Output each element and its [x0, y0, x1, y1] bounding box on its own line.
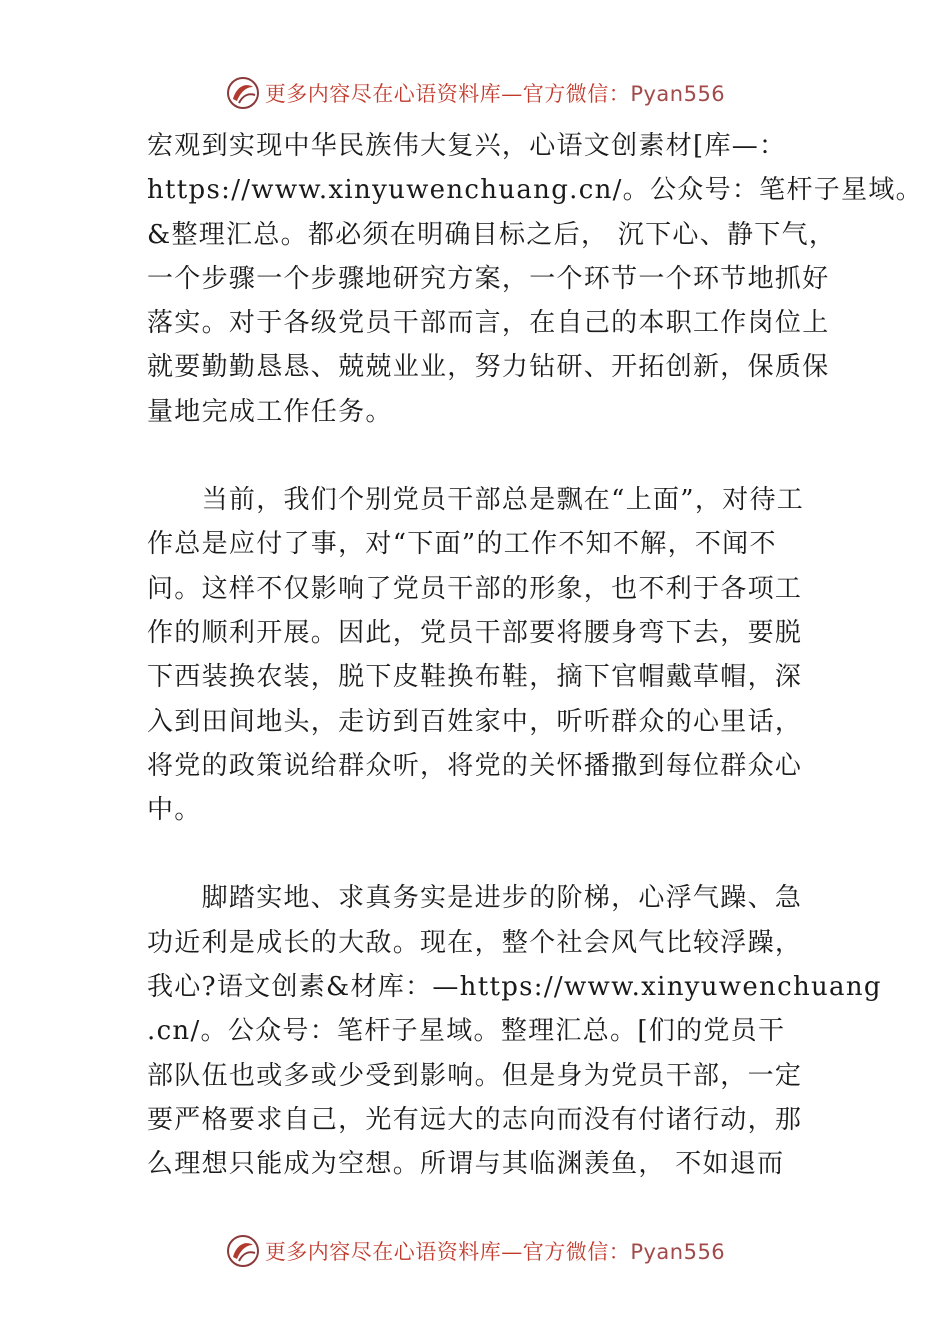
- brand-logo-icon: [225, 75, 261, 111]
- text-line: https://www.xinyuwenchuang.cn/。公众号：笔杆子星域。: [147, 175, 923, 206]
- footer-wechat-id: Pyan556: [630, 1240, 726, 1264]
- text-line: 宏观到实现中华民族伟大复兴，心语文创素材[库—：: [147, 131, 787, 161]
- text-line: 么理想只能成为空想。所谓与其临渊羡鱼， 不如退而: [147, 1149, 785, 1180]
- text-line: 就要勤勤恳恳、兢兢业业，努力钻研、开拓创新，保质保: [147, 352, 830, 383]
- text-line: 中。: [147, 795, 202, 826]
- paragraph-gap: [147, 832, 847, 876]
- text-line: 作的顺利开展。因此，党员干部要将腰身弯下去，要脱: [147, 617, 803, 648]
- text-line: 要严格要求自己，光有远大的志向而没有付诸行动，那: [147, 1104, 803, 1135]
- text-line: 作总是应付了事，对“下面”的工作不知不解，不闻不: [147, 529, 777, 560]
- paragraph-gap: [147, 434, 847, 478]
- paragraph-2: [147, 478, 847, 832]
- footer-banner: [0, 1226, 950, 1276]
- text-line: 部队伍也或多或少受到影响。但是身为党员干部，一定: [147, 1060, 803, 1091]
- document-body: [147, 124, 923, 1187]
- footer-banner-text: 更多内容尽在心语资料库—官方微信：Pyan556: [264, 1240, 726, 1264]
- text-line: 当前，我们个别党员干部总是飘在“上面”，对待工: [147, 485, 805, 516]
- text-line: .cn/。公众号：笔杆子星域。整理汇总。[们的党员干: [147, 1016, 786, 1047]
- text-line: &整理汇总。都必须在明确目标之后， 沉下心、静下气，: [147, 219, 837, 250]
- brand-logo-icon: [225, 1233, 261, 1269]
- text-line: 脚踏实地、求真务实是进步的阶梯，心浮气躁、急: [147, 883, 803, 914]
- text-line: 下西装换农装，脱下皮鞋换布鞋，摘下官帽戴草帽，深: [147, 662, 803, 693]
- text-line: 入到田间地头，走访到百姓家中，听听群众的心里话，: [147, 706, 803, 737]
- text-line: 量地完成工作任务。: [147, 396, 393, 427]
- text-line: 问。这样不仅影响了党员干部的形象，也不利于各项工: [147, 573, 803, 604]
- header-wechat-id: Pyan556: [630, 82, 726, 106]
- paragraph-1: [147, 124, 923, 434]
- paragraph-3: [147, 876, 882, 1186]
- text-line: 落实。对于各级党员干部而言，在自己的本职工作岗位上: [147, 308, 830, 339]
- text-line: 我心?语文创素&材库：—https://www.xinyuwenchuang: [147, 972, 882, 1003]
- header-banner: [0, 68, 950, 118]
- header-banner-text: 更多内容尽在心语资料库—官方微信：Pyan556: [264, 82, 726, 106]
- text-line: 一个步骤一个步骤地研究方案，一个环节一个环节地抓好: [147, 263, 830, 294]
- text-line: 将党的政策说给群众听，将党的关怀播撒到每位群众心: [147, 750, 803, 781]
- text-line: 功近利是成长的大敌。现在，整个社会风气比较浮躁，: [147, 927, 803, 958]
